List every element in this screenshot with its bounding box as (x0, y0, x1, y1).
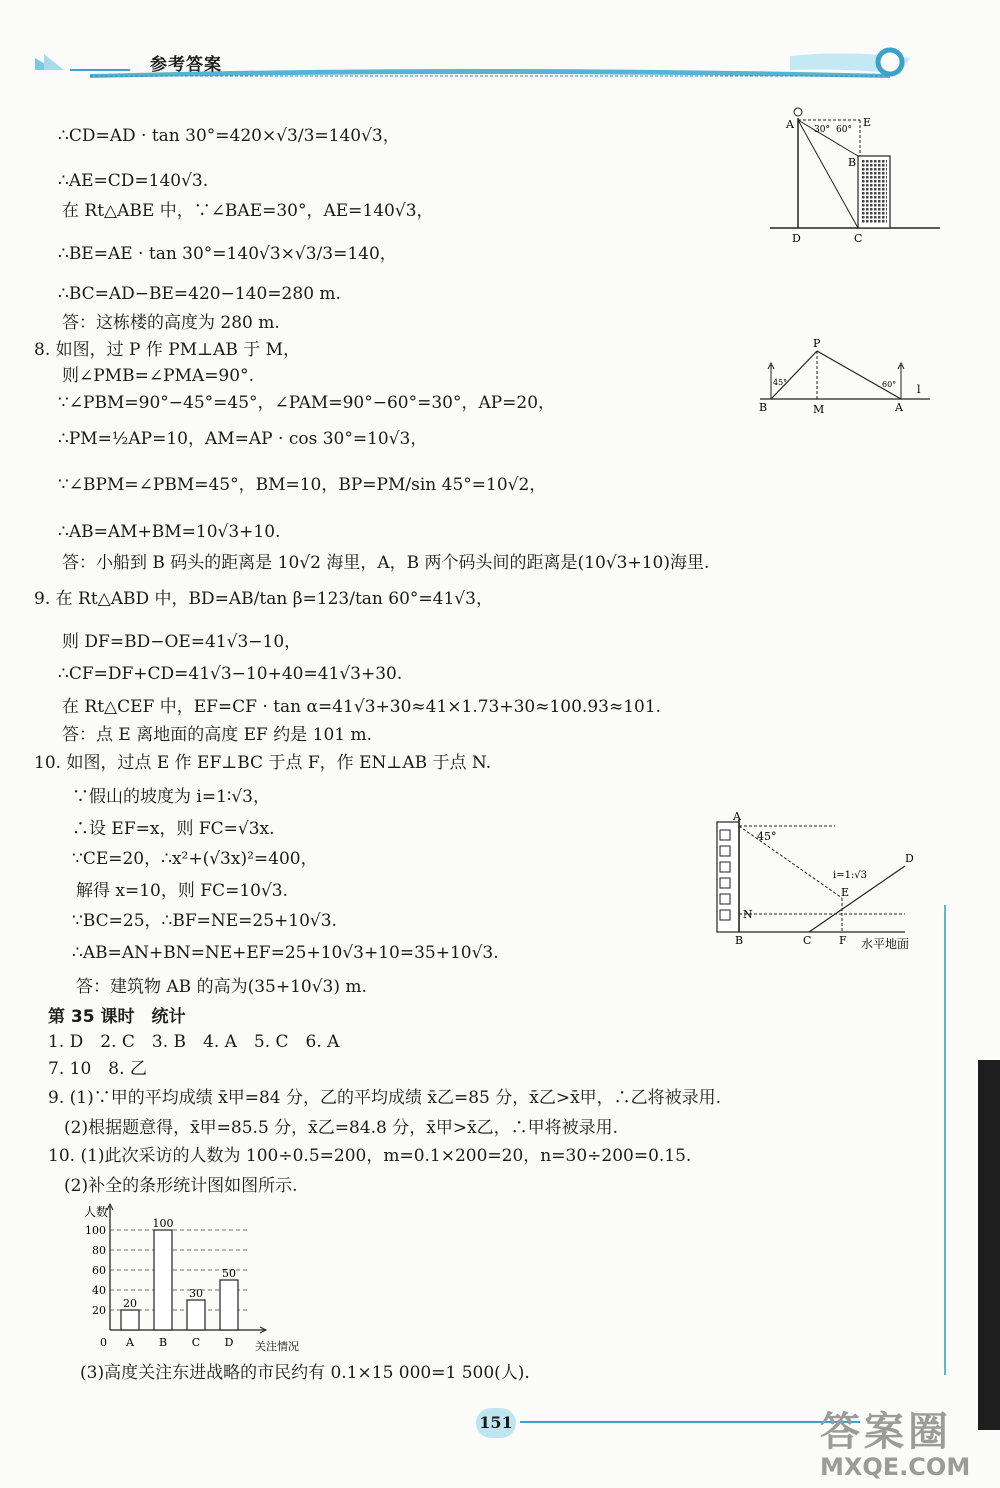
fig3-label: C (803, 934, 812, 947)
section-title: 第 35 课时 统计 (48, 1007, 186, 1027)
page-header (30, 40, 930, 90)
page-edge-tab (978, 1060, 1000, 1430)
bar-value-label: 30 (189, 1287, 203, 1300)
text-line: ∵CE=20，∴x²+(√3x)²=400， (72, 849, 318, 869)
bar (187, 1300, 205, 1330)
bar (220, 1280, 238, 1330)
fig1-label: C (854, 232, 863, 245)
text-line: 答：小船到 B 码头的距离是 10√2 海里，A，B 两个码头间的距离是(10√3+10)海里. (62, 553, 710, 573)
text-line: ∴AB=AM+BM=10√3+10. (58, 522, 281, 542)
text-line: ∴CF=DF+CD=41√3−10+40=41√3+30. (58, 664, 403, 684)
fig2-label: A (895, 401, 903, 414)
bar (154, 1230, 172, 1330)
text-line: 解得 x=10，则 FC=10√3. (76, 881, 289, 901)
fig3-label: N (743, 908, 753, 921)
text-line: (3)高度关注东进战略的市民约有 0.1×15 000=1 500(人). (80, 1363, 530, 1383)
watermark-url: MXQE.COM (820, 1453, 971, 1481)
text-line: ∵∠BPM=∠PBM=45°，BM=10，BP=PM/sin 45°=10√2， (58, 475, 547, 495)
text-line: 答：建筑物 AB 的高为(35+10√3) m. (76, 977, 367, 997)
text-line: 10. (1)此次采访的人数为 100÷0.5=200，m=0.1×200=20，n=30÷200=0.15. (48, 1146, 692, 1166)
watermark (820, 1400, 970, 1481)
fig3-label: 水平地面 (861, 937, 910, 951)
fig3-label: F (839, 934, 847, 947)
figure-building (770, 100, 950, 250)
text-line: ∵BC=25，∴BF=NE=25+10√3. (72, 911, 337, 931)
y-tick-label: 100 (85, 1224, 106, 1237)
fig3-label: D (905, 852, 914, 865)
bar-value-label: 50 (222, 1267, 236, 1280)
text-line: 10. 如图，过点 E 作 EF⊥BC 于点 F，作 EN⊥AB 于点 N. (34, 753, 492, 773)
text-line: ∴BC=AD−BE=420−140=280 m. (58, 284, 341, 304)
text-line: ∴AE=CD=140√3. (58, 171, 209, 191)
y-tick-label: 80 (92, 1244, 106, 1257)
text-line: ∴CD=AD · tan 30°=420×√3/3=140√3， (58, 126, 400, 146)
text-line: 9. (1)∵甲的平均成绩 x̄甲=84 分，乙的平均成绩 x̄乙=85 分，x̄乙>x̄甲，∴乙将被录用. (48, 1088, 722, 1108)
y-axis-label: 人数 (84, 1205, 109, 1219)
fig2-label: P (813, 337, 821, 350)
fig1-label: B (848, 156, 857, 169)
fig2-label: M (813, 403, 825, 416)
fig2-label: l (917, 383, 921, 396)
text-line: 答：点 E 离地面的高度 EF 约是 101 m. (62, 725, 373, 745)
fig1-label: A (786, 118, 794, 131)
fig1-label: D (792, 232, 801, 245)
bar-chart (72, 1198, 332, 1363)
bar-value-label: 20 (123, 1297, 137, 1310)
page-border-line (944, 905, 946, 1375)
bar (121, 1310, 139, 1330)
text-line: 8. 如图，过 P 作 PM⊥AB 于 M， (34, 340, 301, 360)
fig3-label: B (735, 934, 744, 947)
x-tick-label: C (191, 1336, 201, 1349)
text-line: 1. D 2. C 3. B 4. A 5. C 6. A (48, 1032, 340, 1052)
y-tick-label: 20 (92, 1304, 106, 1317)
text-line: ∵∠PBM=90°−45°=45°，∠PAM=90°−60°=30°，AP=20， (58, 393, 556, 413)
x-tick-label: A (126, 1336, 134, 1349)
text-line: 在 Rt△ABE 中，∵∠BAE=30°，AE=140√3， (62, 201, 434, 221)
text-line: 在 Rt△CEF 中，EF=CF · tan α=41√3+30≈41×1.73+30≈100.93≈101. (62, 697, 662, 717)
watermark-text: 答案圈 (820, 1409, 952, 1455)
footer-line (520, 1421, 860, 1423)
bar-value-label: 100 (152, 1217, 174, 1230)
text-line: 答：这栋楼的高度为 280 m. (62, 313, 280, 333)
fig3-label: 45° (757, 830, 777, 843)
text-line: ∴设 EF=x，则 FC=√3x. (72, 819, 275, 839)
text-line: ∴BE=AE · tan 30°=140√3×√3/3=140， (58, 244, 397, 264)
fig3-label: E (841, 886, 850, 899)
fig1-label: 60° (836, 125, 852, 135)
fig2-label: 45° (773, 378, 788, 387)
x-tick-label: D (224, 1336, 234, 1349)
origin-label: 0 (100, 1336, 107, 1349)
header-title: 参考答案 (150, 55, 222, 75)
text-line: (2)补全的条形统计图如图所示. (64, 1176, 298, 1196)
y-tick-label: 60 (92, 1264, 106, 1277)
text-line: 9. 在 Rt△ABD 中，BD=AB/tan β=123/tan 60°=41√3， (34, 589, 493, 609)
y-tick-label: 40 (92, 1284, 106, 1297)
x-tick-label: B (158, 1336, 168, 1349)
text-line: 7. 10 8. 乙 (48, 1059, 147, 1079)
text-line: 则 DF=BD−OE=41√3−10， (62, 632, 302, 652)
figure-harbor (755, 335, 935, 420)
fig1-label: 30° (814, 125, 830, 135)
fig2-label: B (759, 401, 768, 414)
text-line: (2)根据题意得，x̄甲=85.5 分，x̄乙=84.8 分，x̄甲>x̄乙，∴甲将被录用. (64, 1118, 619, 1138)
text-line: 则∠PMB=∠PMA=90°. (62, 366, 254, 386)
fig3-label: A (733, 810, 741, 823)
text-line: ∴PM=½AP=10，AM=AP · cos 30°=10√3， (58, 429, 428, 449)
x-axis-label: 关注情况 (255, 1340, 299, 1353)
fig1-label: E (863, 116, 872, 129)
fig3-label: i=1:√3 (833, 870, 868, 881)
text-line: ∵假山的坡度为 i=1∶√3， (72, 787, 270, 807)
page-number: 151 (476, 1408, 516, 1438)
text-line: ∴AB=AN+BN=NE+EF=25+10√3+10=35+10√3. (72, 943, 499, 963)
fig2-label: 60° (882, 380, 897, 389)
figure-slope (705, 810, 935, 955)
